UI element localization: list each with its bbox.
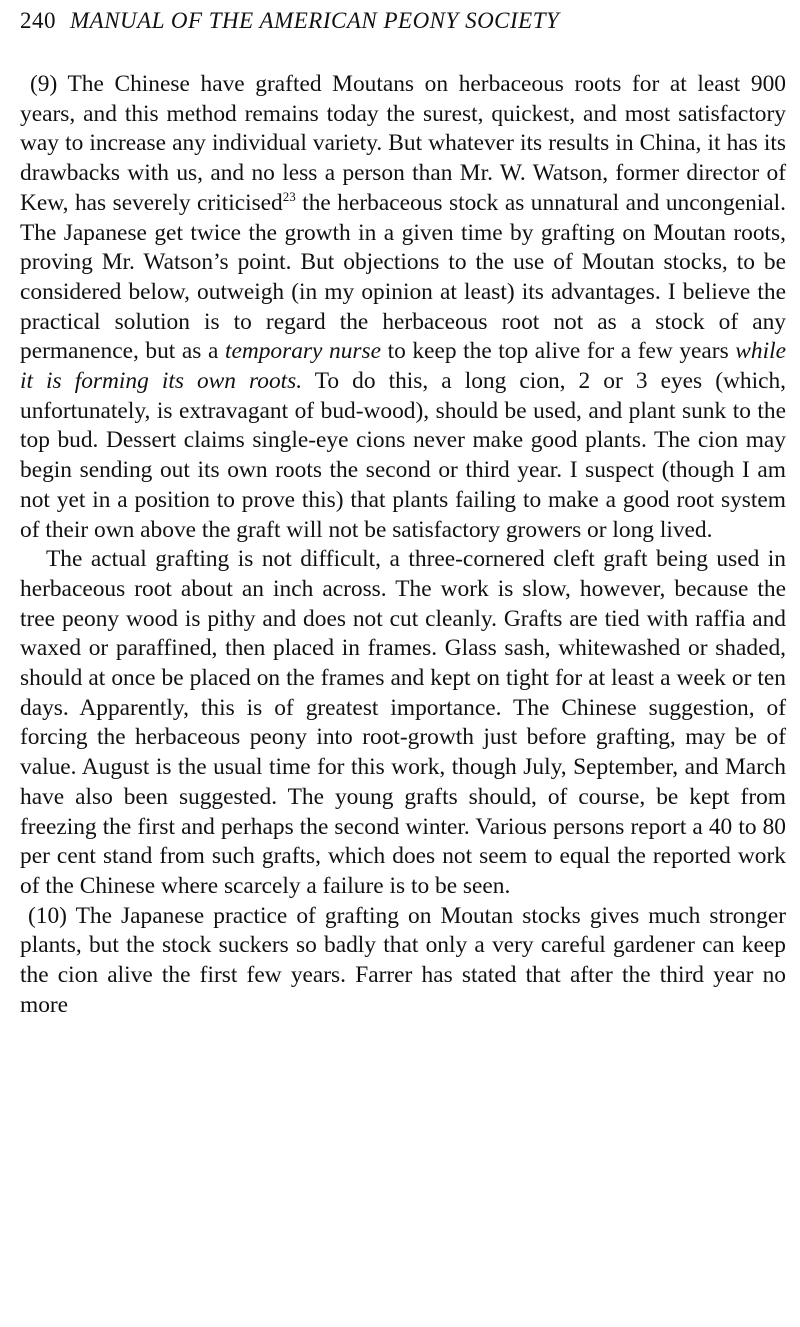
page-body <box>20 70 786 1021</box>
italic-temporary-nurse: temporary nurse <box>224 338 381 365</box>
paragraph-9-text-part-4: To do this, a long cion, 2 or 3 eyes (which, unfortunately, is extravagant of bud-wood), should be used, and plant sunk to the top bud. Dessert claims single-eye cions never make good plants. The cion may begin sending out its own roots the second or third year. I suspect (though I am not yet in a position to prove this) that plants failing to make a good root system of their own above the graft will not be satisfactory growers or long lived. <box>20 368 786 543</box>
italic-own-roots-clause: while it is forming its own roots. <box>20 338 786 395</box>
paragraph-9-text-part-1: (9) The Chinese have grafted Moutans on herbaceous roots for at least 900 years, and this method remains today the surest, quickest, and most satisfactory way to increase any individual variety. But whatever its results in China, it has its drawbacks with us, and no less a person than Mr. W. Watson, former director of Kew, has severely criticised <box>20 71 786 216</box>
grafting-method-paragraph: The actual grafting is not difficult, a three-cornered cleft graft being used in herbaceous root about an inch across. The work is slow, however, because the tree peony wood is pithy and does not cut cleanly. Grafts are tied with raffia and waxed or paraffined, then placed in frames. Glass sash, whitewashed or shaded, should at once be placed on the frames and kept on tight for at least a week or ten days. Apparently, this is of greatest importance. The Chinese suggestion, of forcing the herbaceous peony into root-growth just before grafting, may be of value. August is the usual time for this work, though July, September, and March have also been suggested. The young grafts should, of course, be kept from freezing the first and perhaps the second winter. Various persons report a 40 to 80 per cent stand from such grafts, which does not seem to equal the reported work of the Chinese where scarcely a failure is to be seen. <box>20 546 786 899</box>
page-number: 240 <box>20 8 56 33</box>
book-page <box>20 8 786 1021</box>
paragraph-9-text-part-3: to keep the top alive for a few years <box>381 338 736 365</box>
paragraph-9-text-part-2: the herbaceous stock as unnatural and uncongenial. The Japanese get twice the growth in a given time by grafting on Moutan roots, proving Mr. Watson’s point. But objections to the use of Moutan stocks, to be considered below, outweigh (in my opinion at least) its advantages. I believe the practical solution is to regard the herbaceous root not as a stock of any permanence, but as a <box>20 189 786 365</box>
paragraph-10: (10) The Japanese practice of grafting on Moutan stocks gives much stronger plants, but the stock suckers so badly that only a very careful gardener can keep the cion alive the first few years. Farrer has stated that after the third year no more <box>20 902 786 1018</box>
running-title: MANUAL OF THE AMERICAN PEONY SOCIETY <box>70 8 560 33</box>
footnote-reference-23: 23 <box>282 189 296 205</box>
paragraph-9 <box>20 70 786 545</box>
running-header <box>20 8 786 42</box>
